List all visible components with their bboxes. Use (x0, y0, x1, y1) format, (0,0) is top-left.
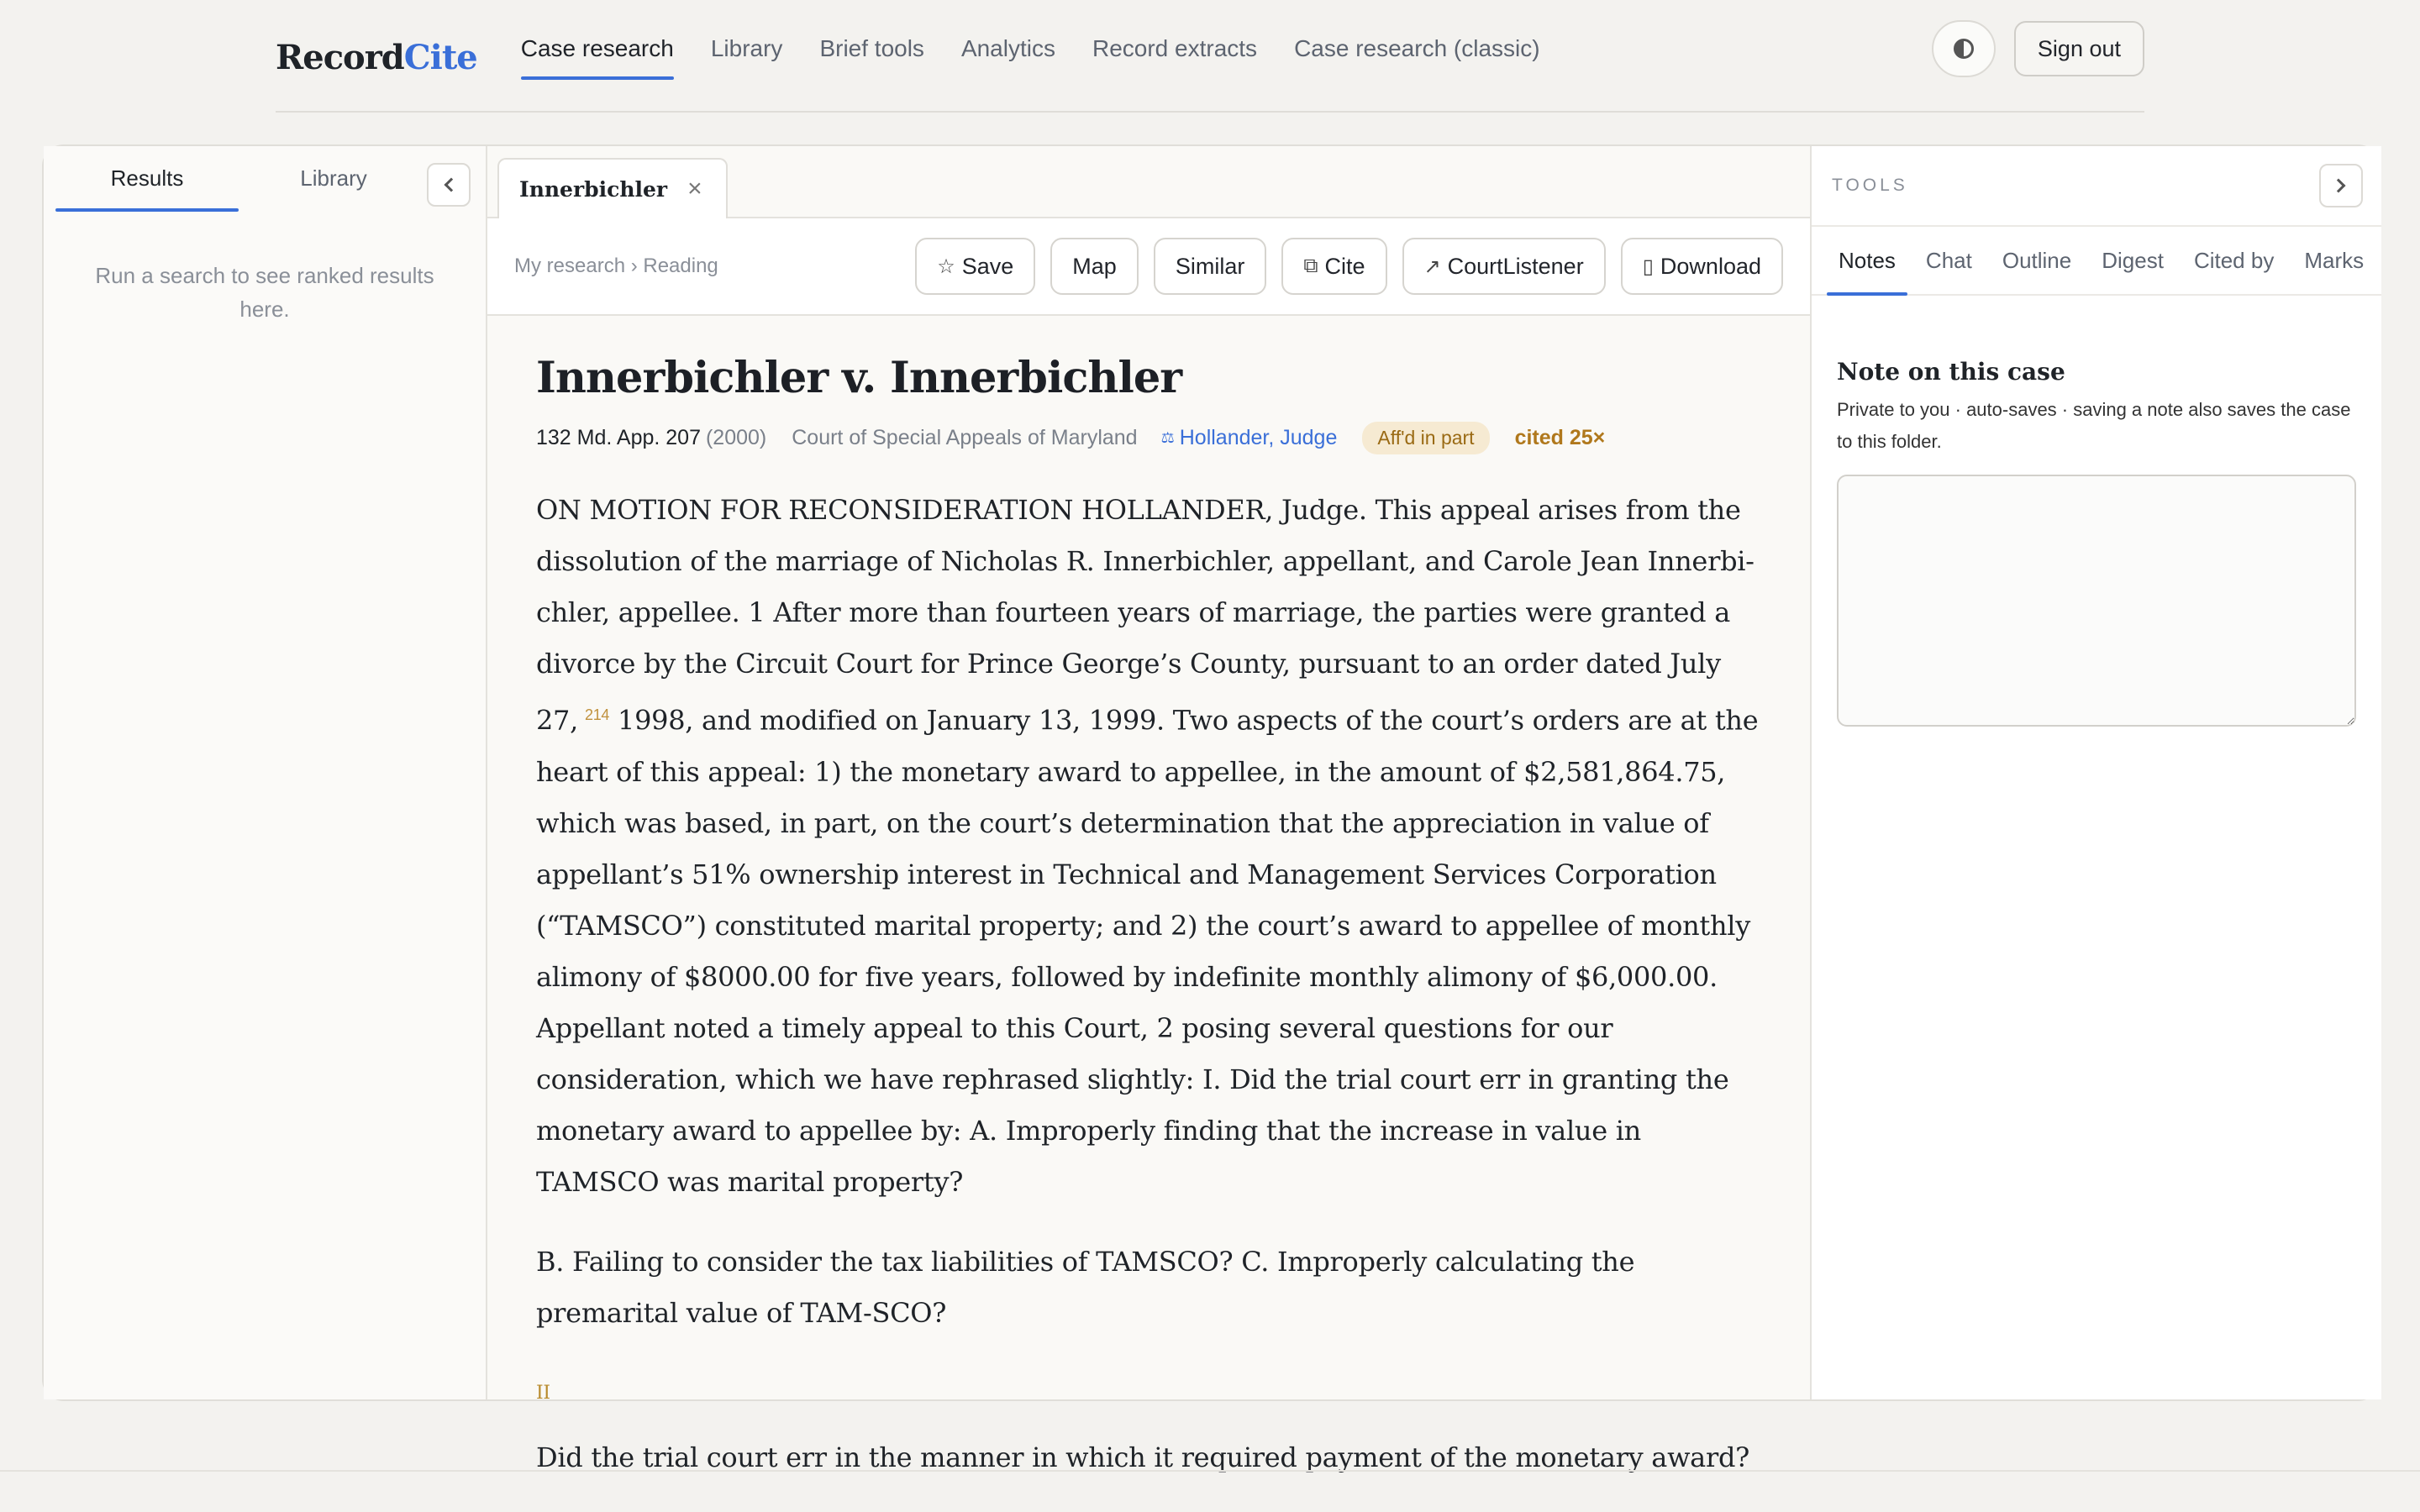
case-metadata (536, 422, 1761, 454)
save-button-label: Save (961, 253, 1014, 279)
paragraph-1b: 1998, and modified on January 13, 1999. Two aspects of the court’s orders are at the heart of this appeal: 1) the monetary award to appellee, in the amount of $2,581,864.75, which was based, in part, on the court’s determination that the appreciation in value of appellant’s 51% ownership interest in Technical and Management Services Corporation (“TAMSCO”) constituted marital property; and 2) the court’s award to appellee of monthly alimony of $8000.00 for five years, followed by indefinite monthly alimony of $6,000.00. Appellant noted a timely appeal to this Court, 2 posing several questions for our consideration, which we have rephrased slightly: I. Did the trial court err in granting the monetary award to appellee by: A. Improperly finding that the increase in value in TAMSCO was marital property? (536, 704, 1759, 1198)
similar-button[interactable]: Similar (1154, 238, 1267, 295)
case-year: (2000) (705, 426, 767, 449)
workspace-panel (42, 144, 2380, 1473)
case-reader (487, 316, 1810, 1473)
header-actions (1932, 20, 2144, 91)
tools-pane (1810, 146, 2381, 1399)
results-empty-message: Run a search to see ranked results here. (95, 263, 434, 322)
nav-library[interactable]: Library (710, 35, 783, 61)
tab-library[interactable]: Library (300, 165, 367, 191)
document-tab[interactable] (497, 158, 728, 218)
cited-count[interactable]: cited 25× (1514, 426, 1606, 449)
note-title: Note on this case (1837, 358, 2065, 386)
tab-outline[interactable]: Outline (2002, 247, 2072, 273)
brand-part2: Cite (403, 37, 477, 77)
star-icon: ☆ (937, 255, 955, 278)
note-description: Private to you · auto-saves · saving a note also saves the case to this folder. (1837, 399, 2351, 452)
paragraph-1a: ON MOTION FOR RECONSIDERATION HOLLANDER, Judge. This appeal arises from the dissolution of the marriage of Nicholas R. Innerbichler, appellant, and Carole Jean Innerbi-chler, appellee. 1 After more than fourteen years of marriage, the parties were granted a divorce by the Circuit Court for Prince George’s County, pursuant to an order dated July 27, (536, 494, 1754, 737)
left-sidebar (44, 146, 487, 1399)
chevron-left-icon (445, 178, 459, 192)
document-icon: ▯ (1642, 255, 1654, 278)
note-section (1812, 296, 2381, 731)
breadcrumb[interactable]: My research › Reading (514, 255, 718, 277)
copy-icon: ⧉ (1303, 255, 1318, 277)
nav-brief-tools[interactable]: Brief tools (819, 35, 924, 61)
map-button[interactable]: Map (1050, 238, 1139, 295)
theme-toggle-button[interactable] (1932, 20, 1996, 77)
left-tabs (44, 146, 486, 217)
collapse-sidebar-button[interactable] (427, 163, 471, 207)
footer-divider (0, 1470, 2420, 1472)
save-button[interactable] (915, 238, 1035, 295)
courtlistener-button-label: CourtListener (1447, 253, 1584, 279)
judge-name: Hollander, Judge (1179, 426, 1338, 449)
page-reference: 214 (585, 706, 610, 723)
case-title: Innerbichler v. Innerbichler (536, 353, 1182, 403)
nav-record-extracts[interactable]: Record extracts (1092, 35, 1258, 61)
brand-logo[interactable] (276, 38, 477, 77)
case-citation: 132 Md. App. 207 (536, 426, 701, 449)
tab-marks[interactable]: Marks (2304, 247, 2365, 273)
cite-button[interactable] (1281, 238, 1386, 295)
tab-chat[interactable]: Chat (1925, 247, 1972, 273)
tab-cited-by[interactable]: Cited by (2193, 247, 2275, 273)
nav-analytics[interactable]: Analytics (960, 35, 1055, 61)
case-court: Court of Special Appeals of Maryland (792, 426, 1138, 449)
nav-case-research[interactable]: Case research (521, 0, 674, 112)
scales-icon: ⚖ (1160, 429, 1175, 446)
tools-label: TOOLS (1832, 176, 1908, 195)
close-icon[interactable]: × (687, 175, 702, 202)
treatment-badge: Aff'd in part (1362, 422, 1489, 454)
courtlistener-button[interactable] (1402, 238, 1606, 295)
tab-digest[interactable]: Digest (2102, 247, 2164, 273)
main-nav (521, 0, 1577, 111)
document-tab-label: Innerbichler (519, 176, 668, 202)
collapse-tools-button[interactable] (2319, 164, 2363, 207)
opinion-paragraph-3: Did the trial court err in the manner in which it required payment of the monetary award? (536, 1441, 1749, 1473)
reader-toolbar (487, 218, 1810, 316)
reader-pane (487, 146, 1810, 1473)
tab-results[interactable]: Results (55, 146, 239, 210)
opinion-paragraph (536, 485, 1761, 1208)
chevron-right-icon (2332, 179, 2346, 193)
opinion-text (536, 485, 1761, 1483)
cite-button-label: Cite (1324, 253, 1365, 279)
contrast-icon (1954, 39, 1974, 59)
download-button-label: Download (1660, 253, 1761, 279)
opinion-paragraph-2: B. Failing to consider the tax liabilities of TAMSCO? C. Improperly calculating the premarital value of TAM-SCO? (536, 1245, 1635, 1329)
tab-notes[interactable]: Notes (1823, 227, 1911, 294)
tools-header (1812, 146, 2381, 227)
external-link-icon: ↗ (1423, 255, 1441, 278)
section-marker: II (536, 1382, 550, 1404)
nav-case-research-classic[interactable]: Case research (classic) (1294, 35, 1540, 61)
download-button[interactable] (1621, 238, 1783, 295)
top-navigation (276, 0, 2144, 113)
brand-part1: Record (276, 37, 404, 77)
document-tabs (487, 146, 1810, 218)
judge-link[interactable] (1161, 426, 1338, 450)
sign-out-button[interactable]: Sign out (2014, 21, 2144, 76)
note-textarea[interactable] (1837, 475, 2356, 727)
tools-tabs (1812, 227, 2381, 296)
